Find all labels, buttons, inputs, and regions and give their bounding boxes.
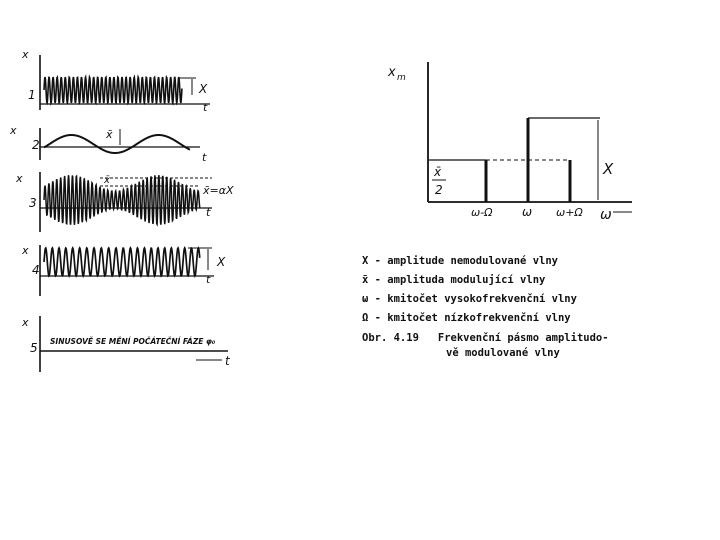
carrier-amplitude-label: X xyxy=(603,160,614,178)
panel-4-phase-mod-wave xyxy=(44,248,200,276)
panel-1-x-axis-label: x xyxy=(22,48,29,61)
tick-label-upper: ω+Ω xyxy=(556,206,583,219)
panel-2-modulating-wave xyxy=(44,135,190,153)
symbol-legend xyxy=(362,252,577,328)
spectrum-y-label: x xyxy=(388,65,396,80)
half-amplitude-numerator: x̄ xyxy=(434,165,442,179)
legend-text: - amplitude nemodulované vlny xyxy=(374,255,558,267)
legend-symbol: X xyxy=(362,255,369,267)
panel-2-number: 2 xyxy=(32,138,40,152)
legend-row-Omega xyxy=(362,309,577,328)
panel-1-number: 1 xyxy=(28,88,36,102)
panel-4-number: 4 xyxy=(32,263,40,277)
half-amplitude-denominator: 2 xyxy=(435,183,443,197)
panel-4-x-axis-label: x xyxy=(22,244,29,257)
panel-4 xyxy=(21,244,226,296)
panel-1 xyxy=(21,48,210,114)
panel-4-t-label: t xyxy=(206,273,211,286)
panel-5-t-label: t xyxy=(225,354,230,368)
panel-1-amp-label: X xyxy=(199,82,208,96)
spectrum-x-axis-label: ω xyxy=(600,207,612,223)
panel-3-mod-label: x̄ xyxy=(104,175,110,186)
legend-text: - amplituda modulující vlny xyxy=(374,274,546,286)
legend-symbol: Ω xyxy=(362,312,369,324)
legend-text: - kmitočet vysokofrekvenční vlny xyxy=(374,293,577,305)
legend-row-omega xyxy=(362,290,577,309)
panel-2 xyxy=(9,124,207,164)
panel-1-carrier-wave xyxy=(44,77,182,103)
caption-line-1: Frekvenční pásmo amplitudo- xyxy=(437,332,609,344)
panel-2-x-axis-label: x xyxy=(10,124,17,137)
panel-4-amp-label: X xyxy=(217,255,226,269)
panel-2-t-label: t xyxy=(202,151,207,164)
legend-row-X xyxy=(362,252,577,271)
legend-symbol: x̄ xyxy=(362,274,369,286)
panel-5-number: 5 xyxy=(30,341,38,355)
panel-2-amp-label: x̄ xyxy=(106,128,113,141)
panel-3 xyxy=(15,172,234,232)
tick-label-lower: ω-Ω xyxy=(471,206,493,219)
legend-row-xbar xyxy=(362,271,577,290)
tick-label-carrier: ω xyxy=(522,205,533,219)
panel-5 xyxy=(21,316,231,372)
caption-label: Obr. 4.19 xyxy=(362,332,419,344)
panel-3-am-wave xyxy=(44,175,200,225)
panel-3-equation: x̄=αX xyxy=(203,184,234,197)
caption-line-2: vě modulované vlny xyxy=(446,347,560,359)
panel-3-number: 3 xyxy=(29,196,37,210)
panel-5-caption: SINUSOVĚ SE MĚNÍ POČÁTEČNÍ FÁZE φ₀ xyxy=(50,337,216,346)
panel-5-x-axis-label: x xyxy=(22,316,29,329)
legend-symbol: ω xyxy=(362,293,369,305)
panel-3-t-label: t xyxy=(206,206,211,219)
legend-text: - kmitočet nízkofrekvenční vlny xyxy=(374,312,571,324)
panel-3-x-axis-label: x xyxy=(16,172,23,185)
figure-caption xyxy=(362,331,609,361)
panel-1-t-label: t xyxy=(203,101,208,114)
spectrum-y-label-sub: m xyxy=(397,73,406,83)
